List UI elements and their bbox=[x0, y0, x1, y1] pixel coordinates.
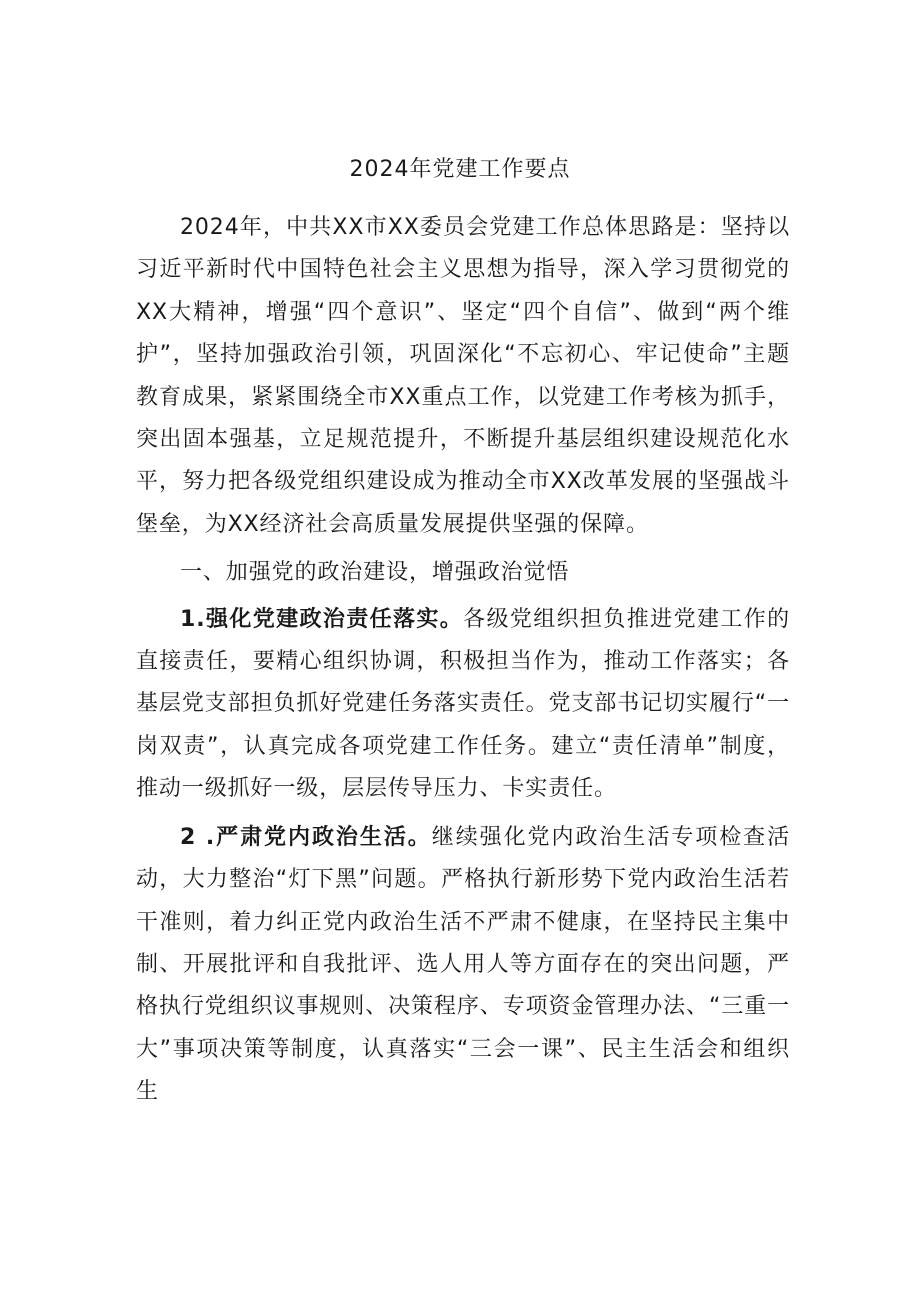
section-heading: 一、加强党的政治建设，增强政治觉悟 bbox=[180, 560, 570, 586]
item-1-lead: 1.强化党建政治责任落实。 bbox=[180, 606, 464, 632]
item-1-paragraph bbox=[136, 599, 790, 811]
item-2-lead: 2 .严肃党内政治生活。 bbox=[180, 824, 432, 850]
item-2-paragraph bbox=[136, 817, 790, 1114]
item-2-text: 继续强化党内政治生活专项检查活动，大力整治“灯下黑”问题。严格执行新形势下党内政治生活若干准则，着力纠正党内政治生活不严肃不健康，在坚持民主集中制、开展批评和自我批评、选人用人等方面存在的突出问题，严格执行党组织议事规则、决策程序、专项资金管理办法、“三重一大”事项决策等制度，认真落实“三会一课”、民主生活会和组织生 bbox=[136, 824, 790, 1105]
item-1-text: 各级党组织担负推进党建工作的直接责任，要精心组织协调，积极担当作为，推动工作落实；各基层党支部担负抓好党建任务落实责任。党支部书记切实履行“一岗双责”，认真完成各项党建工作任务。建立“责任清单”制度，推动一级抓好一级，层层传导压力、卡实责任。 bbox=[136, 606, 790, 802]
document-title: 2024年党建工作要点 bbox=[349, 157, 571, 182]
document-body bbox=[136, 207, 790, 1120]
intro-paragraph: 2024年，中共XX市XX委员会党建工作总体思路是：坚持以习近平新时代中国特色社会主义思想为指导，深入学习贯彻党的XX大精神，增强“四个意识”、坚定“四个自信”、做到“两个维护”，坚持加强政治引领，巩固深化“不忘初心、牢记使命”主题教育成果，紧紧围绕全市XX重点工作，以党建工作考核为抓手，突出固本强基，立足规范提升，不断提升基层组织建设规范化水平，努力把各级党组织建设成为推动全市XX改革发展的坚强战斗堡垒，为XX经济社会高质量发展提供坚强的保障。 bbox=[136, 215, 790, 537]
